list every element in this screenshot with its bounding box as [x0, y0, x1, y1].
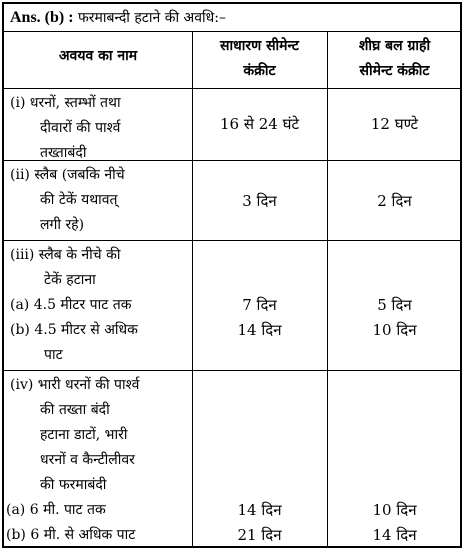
- component-line: टेकें हटाना: [44, 272, 96, 288]
- component-line: धरनों व कैन्टीलीवर: [40, 452, 135, 468]
- header-normal-line1: साधारण सीमेन्ट: [220, 38, 299, 54]
- component-line: की फरमाबंदी: [40, 477, 107, 493]
- row-iii-a-rapid-duration: 5 दिन: [377, 296, 412, 314]
- row-iv-component: [6, 373, 190, 548]
- row-iii-a-normal-duration: 7 दिन: [242, 296, 277, 314]
- component-line: (b) 6 मी. से अधिक पाट: [6, 527, 136, 543]
- header-rapid-line2: सीमेन्ट कंक्रीट: [359, 63, 430, 79]
- component-line: (ii) स्लैब (जबकि नीचे: [10, 167, 125, 183]
- component-line: (i) धरनों, स्तम्भों तथा: [10, 95, 121, 111]
- row-i-component: [10, 91, 190, 166]
- header-rapid-concrete: [327, 34, 462, 84]
- answer-heading: [4, 4, 460, 32]
- answer-label: Ans. (b) :: [10, 9, 74, 26]
- component-line: हटाना डाटों, भारी: [40, 427, 128, 443]
- column-divider: [192, 32, 193, 546]
- row-ii-rapid-duration: 2 दिन: [377, 192, 412, 210]
- row-iii-component: [10, 243, 190, 368]
- row-divider: [4, 240, 460, 241]
- component-line: (iii) स्लैब के नीचे की: [10, 247, 121, 263]
- header-normal-line2: कंक्रीट: [243, 63, 276, 79]
- row-ii-component: [10, 163, 190, 238]
- component-line: लगी रहे): [40, 217, 85, 233]
- row-iv-b-rapid-duration: 14 दिन: [372, 526, 417, 544]
- row-iii-b-rapid-duration: 10 दिन: [372, 321, 417, 339]
- component-line: पाट: [44, 347, 63, 363]
- component-line: की टेकें यथावत्: [40, 192, 118, 208]
- header-rapid-line1: शीघ्र बल ग्राही: [358, 38, 431, 54]
- component-line: की तख्ता बंदी: [40, 402, 110, 418]
- row-divider: [4, 370, 460, 371]
- row-i-rapid-duration: 12 घण्टे: [370, 115, 419, 133]
- header-component-name: अवयव का नाम: [58, 48, 138, 64]
- component-line: (a) 4.5 मीटर पाट तक: [10, 297, 132, 313]
- answer-table: [2, 2, 462, 548]
- row-iv-a-rapid-duration: 10 दिन: [372, 501, 417, 519]
- header-normal-concrete: [192, 34, 327, 84]
- component-line: (b) 4.5 मीटर से अधिक: [10, 322, 138, 338]
- row-iii-b-normal-duration: 14 दिन: [237, 321, 282, 339]
- row-iv-a-normal-duration: 14 दिन: [237, 501, 282, 519]
- component-line: (iv) भारी धरनों की पार्श्व: [10, 377, 140, 393]
- row-ii-normal-duration: 3 दिन: [242, 192, 277, 210]
- row-iv-b-normal-duration: 21 दिन: [237, 526, 282, 544]
- row-divider: [4, 88, 460, 89]
- answer-text: फरमाबन्दी हटाने की अवधि:–: [78, 10, 226, 26]
- component-line: (a) 6 मी. पाट तक: [6, 502, 106, 518]
- component-line: तख्ताबंदी: [40, 145, 87, 161]
- column-divider: [327, 32, 328, 546]
- row-i-normal-duration: 16 से 24 घंटे: [219, 115, 300, 133]
- component-line: दीवारों की पार्श्व: [40, 120, 121, 136]
